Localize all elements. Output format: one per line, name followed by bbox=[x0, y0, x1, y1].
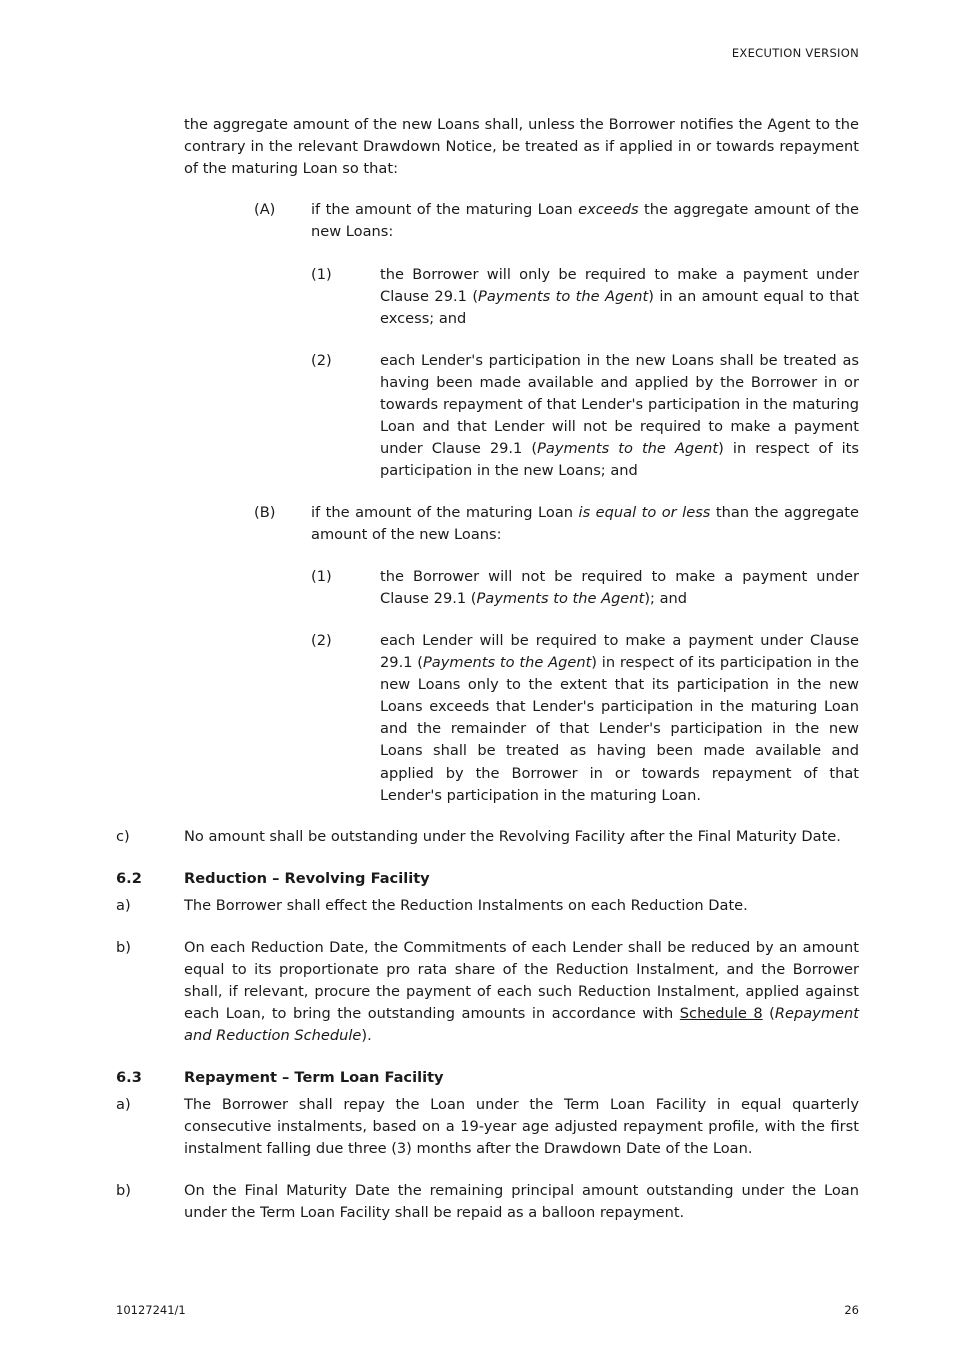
para-c-label: c) bbox=[116, 828, 130, 845]
para-c-text: No amount shall be outstanding under the Revolving Facility after the Final Maturity Date. bbox=[184, 828, 841, 845]
intro-paragraph: the aggregate amount of the new Loans shall, unless the Borrower notifies the Agent to the contrary in the relevant Drawdown Notice, be treated as if applied in or towards repayment of the maturing Loan so that: bbox=[184, 116, 859, 178]
header-version: EXECUTION VERSION bbox=[731, 46, 859, 60]
section-6-2-b-text: On each Reduction Date, the Commitments of each Lender shall be reduced by an amount equal to its proportionate pro rata share of the Reduction Instalment, and the Borrower shall, if relevant, procure the payment of each such Reduction Instalment, applied against each Loan, to bring the outstanding amounts in accordance with Schedule 8 (Repayment and Reduction Schedule). bbox=[184, 939, 859, 1045]
section-6-2-a-text: The Borrower shall effect the Reduction Instalments on each Reduction Date. bbox=[184, 897, 748, 914]
item-a-sub2-label: (2) bbox=[311, 352, 332, 369]
section-6-3-b-text: On the Final Maturity Date the remaining principal amount outstanding under the Loan under the Term Loan Facility shall be repaid as a balloon repayment. bbox=[184, 1182, 859, 1222]
item-a-sub2-text: each Lender's participation in the new Loans shall be treated as having been made available and applied by the Borrower in or towards repayment of that Lender's participation in the maturing Loan and that Lender will not be required to make a payment under Clause 29.1 (Payments to the Agent) in respect of its participation in the new Loans; and bbox=[380, 352, 860, 480]
footer-page-number: 26 bbox=[844, 1303, 859, 1317]
section-6-2-a-label: a) bbox=[116, 897, 131, 914]
item-a-sub1-text: the Borrower will only be required to make a payment under Clause 29.1 (Payments to the Agent) in an amount equal to that excess; and bbox=[380, 266, 860, 328]
item-b-label: (B) bbox=[254, 504, 276, 521]
item-a-text: if the amount of the maturing Loan exceeds the aggregate amount of the new Loans: bbox=[311, 201, 859, 241]
section-6-3-a-text: The Borrower shall repay the Loan under the Term Loan Facility in equal quarterly consecutive instalments, based on a 19-year age adjusted repayment profile, with the first instalment falling due three (3) months after the Drawdown Date of the Loan. bbox=[184, 1096, 859, 1158]
item-b-sub2-label: (2) bbox=[311, 632, 332, 649]
section-6-3-b-label: b) bbox=[116, 1182, 131, 1199]
section-6-3-title: Repayment – Term Loan Facility bbox=[184, 1069, 444, 1086]
schedule-8-link[interactable]: Schedule 8 bbox=[679, 1005, 763, 1023]
section-6-3-a-label: a) bbox=[116, 1096, 131, 1113]
section-6-2-b-label: b) bbox=[116, 939, 131, 956]
footer-doc-ref: 10127241/1 bbox=[116, 1303, 186, 1317]
item-b-sub1-label: (1) bbox=[311, 568, 332, 585]
item-b-text: if the amount of the maturing Loan is equal to or less than the aggregate amount of the new Loans: bbox=[311, 504, 859, 544]
item-a-label: (A) bbox=[254, 201, 276, 218]
item-b-sub2-text: each Lender will be required to make a payment under Clause 29.1 (Payments to the Agent) in respect of its participation in the new Loans only to the extent that its participation in the new Loans exceeds that Lender's participation in the maturing Loan and the remainder of that Lender's participation in the new Loans shall be treated as having been made available and applied by the Borrower in or towards repayment of that Lender's participation in the maturing Loan. bbox=[380, 632, 859, 804]
item-a-sub1-label: (1) bbox=[311, 266, 332, 283]
section-6-3-number: 6.3 bbox=[116, 1069, 142, 1086]
section-6-2-title: Reduction – Revolving Facility bbox=[184, 870, 430, 887]
item-b-sub1-text: the Borrower will not be required to make a payment under Clause 29.1 (Payments to the Agent); and bbox=[380, 568, 859, 608]
section-6-2-number: 6.2 bbox=[116, 870, 142, 887]
